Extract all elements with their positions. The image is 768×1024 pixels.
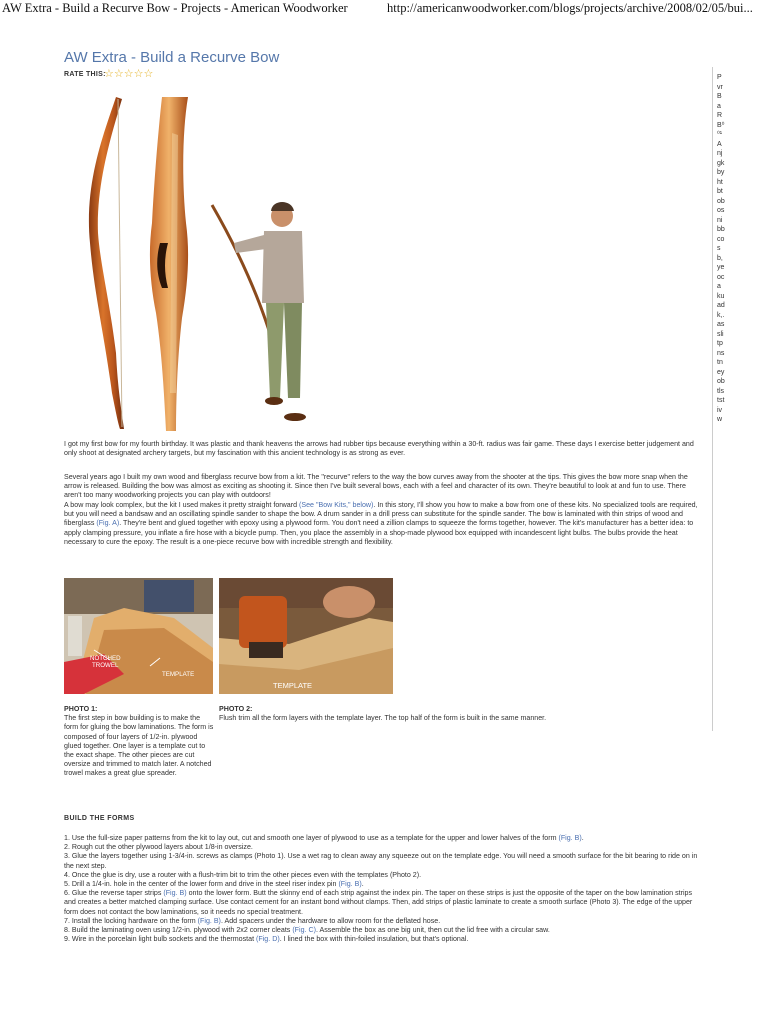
- list-item: 9. Wire in the porcelain light bulb sockets and the thermostat (Fig. D). I lined the box with thin-foiled insulation, but that's optional.: [64, 935, 469, 944]
- sidebar-strip-text: PvrBaRB⁰⁰¹Anjgkbyhtbtobosnibbcosb,yeoca kuadk,.asslitpnstneyobtlststivw: [717, 74, 725, 423]
- list-item: 2. Rough cut the other plywood layers about 1/8-in oversize.: [64, 843, 253, 852]
- list-item: 8. Build the laminating oven using 1/2-in. plywood with 2x2 corner cleats (Fig. C). Assemble the box as one big unit, then cut the lid free with a circular saw.: [64, 926, 550, 935]
- archer-figure: [212, 202, 306, 421]
- bow-kits-link[interactable]: (See "Bow Kits," below): [298, 501, 374, 509]
- intro-paragraph-1: I got my first bow for my fourth birthday. It was plastic and thank heavens the arrows had rubber tips because everything within a 30-ft. radius was fair game. These days I exercise better judgement and only shoot at designated archery targets, but my fascination with this ancient technology is as strong as ever.: [64, 440, 694, 458]
- photo-1: [64, 578, 213, 694]
- page-url[interactable]: http://americanwoodworker.com/blogs/projects/archive/2008/02/05/bui...: [387, 1, 753, 15]
- article-title: AW Extra - Build a Recurve Bow: [64, 49, 280, 66]
- list-item: 5. Drill a 1/4-in. hole in the center of the lower form and drive in the steel riser index pin (Fig. B).: [64, 880, 364, 889]
- star-rating[interactable]: ☆☆☆☆☆: [104, 68, 154, 80]
- list-item: 4. Once the glue is dry, use a router with a flush-trim bit to trim the other pieces even with the templates (Photo 2).: [64, 870, 422, 879]
- label-notched: NOTCHED: [90, 655, 121, 662]
- fig-link[interactable]: (Fig. B): [558, 834, 582, 842]
- photo-2-caption-title: PHOTO 2:: [219, 705, 253, 713]
- label-template: TEMPLATE: [273, 681, 313, 690]
- intro-paragraph-3: A bow may look complex, but the kit I used makes it pretty straight forward (See "Bow Kits," below). In this story, I'll show you how to make a bow from one of these kits. No specialized tools are required, but you will need a bandsaw and an oscillating spindle sander to shape the bow. A drum sander in a drill press can substitute for the spindle sander. The bow is laminated with thin strips of wood and fiberglass (Fig. A). They're bent and glued together with epoxy using a plywood form. You don't need a zillion clamps to squeeze the forms together, however. The kit's manufacturer has a better idea: to apply clamping pressure, you inflate a fire hose with a bicycle pump. Then, you place the assembly in a shop-made plywood box equipped with incandescent light bulbs. The bulbs provide the heat necessary to cure the epoxy. The result is a one-piece recurve bow with incredible strength and flexibility.: [64, 501, 698, 546]
- label-trowel: TROWEL: [92, 662, 119, 669]
- photo-1-caption-text: The first step in bow building is to make the form for gluing the bow laminations. The form is composed of four layers of 1/2-in. plywood glued together. One layer is a template cut to the exact shape. The other pieces are cut oversize and trimmed to match later. A notched trowel makes a great glue spreader.: [64, 714, 214, 778]
- steps-list: [64, 834, 704, 944]
- photo-2: [219, 578, 393, 694]
- page-tab-title: AW Extra - Build a Recurve Bow - Projects - American Woodworker: [2, 1, 348, 15]
- fig-link[interactable]: (Fig. D): [256, 935, 280, 944]
- intro-paragraph-2: Several years ago I built my own wood and fiberglass recurve bow from a kit. The "recurve" refers to the way the bow curves away from the shooter at the tips. This gives the bow more snap when the arrow is released. Building the bow was almost as exciting as shooting it. Since then I've built several bows, each with a feel and character of its own. They're beautiful to look at and fun to use. There aren't too many woodworking projects you can play with outdoors!: [64, 473, 688, 500]
- fig-link[interactable]: (Fig. B): [197, 916, 221, 925]
- label-template: TEMPLATE: [162, 671, 195, 678]
- fig-a-link[interactable]: (Fig. A): [96, 519, 120, 528]
- list-item: 3. Glue the layers together using 1-3/4-in. screws as clamps (Photo 1). Use a wet rag to clean away any squeeze out on the template edge. You will need a smooth surface for the bit bearing to ride on in the next step.: [64, 852, 698, 870]
- list-item: 7. Install the locking hardware on the form (Fig. B). Add spacers under the hardware to allow room for the deflated hose.: [64, 916, 441, 925]
- print-header: [0, 0, 768, 16]
- hero-bow-photo: [64, 93, 354, 435]
- list-item: 6. Glue the reverse taper strips (Fig. B) onto the lower form. Butt the skinny end of each strip against the index pin. The taper on these strips is just the opposite of the taper on the bow lamination strips and creates a better matched clamping surface. Use contact cement for an instant bond without clamps. Then, add strips of plastic laminate to create a smooth surface (Photo 3). The edge of the upper form does not contact the bow laminations, so it needs no special treatment.: [64, 889, 693, 916]
- photo-1-caption: [64, 705, 214, 779]
- photo-2-caption: [219, 705, 639, 723]
- section-heading: BUILD THE FORMS: [64, 815, 135, 822]
- fig-link[interactable]: (Fig. B): [338, 880, 362, 889]
- clipped-sidebar: [712, 67, 768, 731]
- fig-link[interactable]: (Fig. B): [163, 889, 187, 898]
- fig-link[interactable]: (Fig. C): [292, 926, 316, 935]
- photo-1-caption-title: PHOTO 1:: [64, 705, 98, 713]
- photo-2-caption-text: Flush trim all the form layers with the template layer. The top half of the form is built in the same manner.: [219, 714, 547, 723]
- list-item: 1. Use the full-size paper patterns from the kit to lay out, cut and smooth one layer of plywood to use as a template for the upper and lower halves of the form (Fig. B).: [64, 834, 584, 842]
- rate-label: RATE THIS:: [64, 71, 106, 78]
